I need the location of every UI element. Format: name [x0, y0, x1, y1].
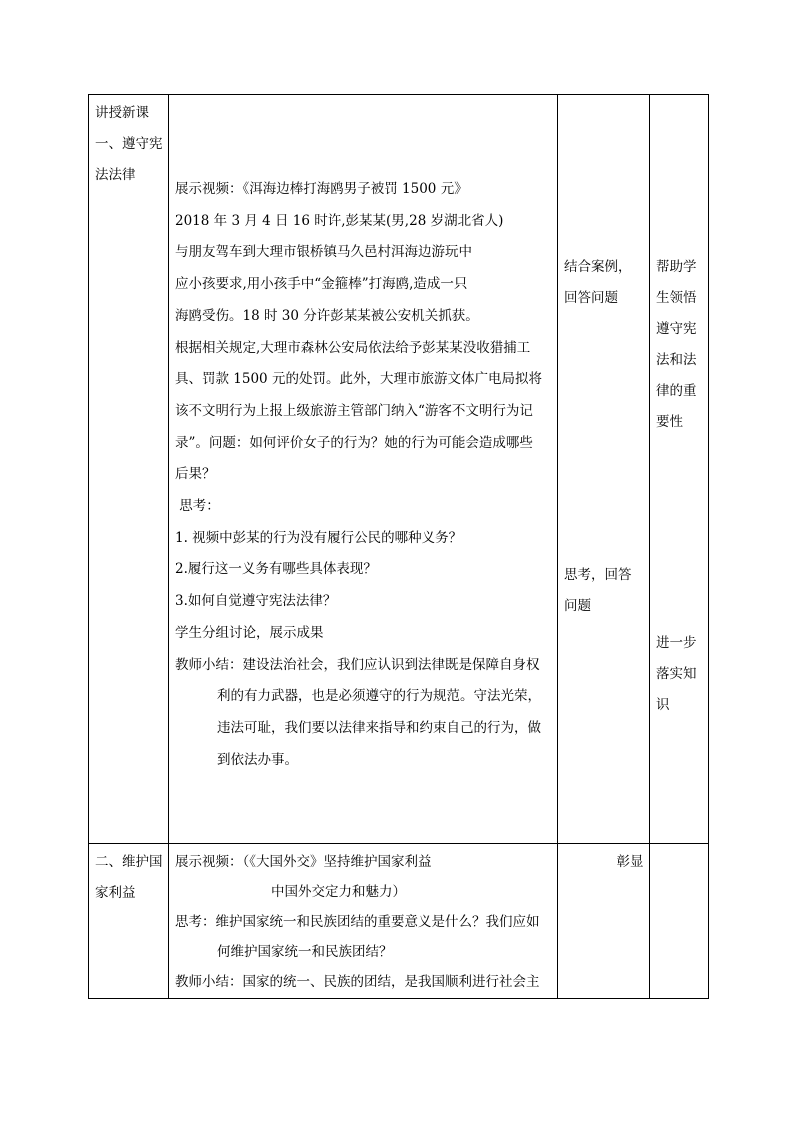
intent-cell	[650, 844, 709, 999]
content-line: 何维护国家统一和民族团结？	[217, 944, 393, 960]
activity-line: 问题	[564, 598, 591, 614]
content-text: 彰显	[616, 854, 644, 870]
section-title: 法法律	[95, 167, 136, 183]
table-row	[89, 844, 709, 999]
content-line: 具、罚款 1500 元的处罚。此外，大理市旅游文体广电局拟将	[175, 371, 542, 388]
intent-line: 遵守宪	[656, 321, 697, 337]
content-line: 2018 年 3 月 4 日 16 时许,彭某某(男,28 岁湖北省人)	[175, 212, 504, 229]
intent-line: 帮助学	[656, 259, 697, 275]
content-line: 根据相关规定,大理市森林公安局依法给予彭某某没收猎捕工	[175, 339, 531, 356]
content-line: 1. 视频中彭某的行为没有履行公民的哪种义务？	[175, 529, 463, 546]
intent-line: 进一步	[656, 635, 697, 651]
section-cell	[89, 844, 169, 999]
content-line: 学生分组讨论，展示成果	[175, 624, 324, 641]
content-line	[175, 847, 644, 877]
intent-line: 律的重	[656, 383, 697, 399]
content-line: 应小孩要求,用小孩手中“金箍棒”打海鸥,造成一只	[175, 276, 468, 293]
activity-line: 思考，回答	[564, 567, 632, 583]
content-line: 违法可耻，我们要以法律来指导和约束自己的行为，做	[217, 719, 541, 736]
content-line: 2.履行这一义务有哪些具体表现？	[175, 561, 377, 578]
content-cell	[169, 95, 558, 844]
lesson-plan-table	[88, 94, 709, 999]
content-line: 后果？	[175, 466, 216, 483]
content-line: 到依法办事。	[217, 751, 298, 768]
content-line: 3.如何自觉遵守宪法法律？	[175, 593, 337, 610]
content-line: 中国外交定力和魅力）	[271, 884, 406, 900]
content-line: 思考：	[175, 498, 220, 515]
content-line: 该不文明行为上报上级旅游主管部门纳入“游客不文明行为记	[175, 402, 533, 419]
content-line: 利的有力武器，也是必须遵守的行为规范。守法光荣，	[217, 688, 541, 705]
intent-line: 要性	[656, 414, 683, 430]
activity-line: 回答问题	[564, 290, 618, 306]
table-row	[89, 95, 709, 844]
intent-cell	[650, 95, 709, 844]
intent-line: 法和法	[656, 352, 697, 368]
content-text: 展示视频：（《大国外交》坚持维护国家利益	[175, 854, 432, 870]
content-line: 教师小结：国家的统一、民族的团结，是我国顺利进行社会主	[175, 974, 540, 990]
section-title: 一、遵守宪	[95, 136, 163, 152]
section-title: 家利益	[95, 885, 136, 901]
content-line: 海鸥受伤。18 时 30 分许彭某某被公安机关抓获。	[175, 307, 479, 324]
content-cell	[169, 844, 644, 999]
content-line: 思考：维护国家统一和民族团结的重要意义是什么？我们应如	[175, 914, 540, 930]
section-title: 讲授新课	[95, 105, 149, 121]
section-title: 二、维护国	[95, 854, 163, 870]
content-line: 与朋友驾车到大理市银桥镇马久邑村洱海边游玩中	[175, 244, 472, 261]
content-line: 教师小结：建设法治社会，我们应认识到法律既是保障自身权	[175, 656, 540, 673]
section-cell	[89, 95, 169, 844]
activity-line: 结合案例，	[564, 259, 632, 275]
content-line: 录”。问题：如何评价女子的行为？她的行为可能会造成哪些	[175, 434, 533, 451]
content-line: 展示视频：《洱海边棒打海鸥男子被罚 1500 元》	[175, 181, 468, 197]
activity-cell	[558, 95, 650, 844]
intent-line: 生领悟	[656, 290, 697, 306]
intent-line: 识	[656, 697, 670, 713]
intent-line: 落实知	[656, 666, 697, 682]
